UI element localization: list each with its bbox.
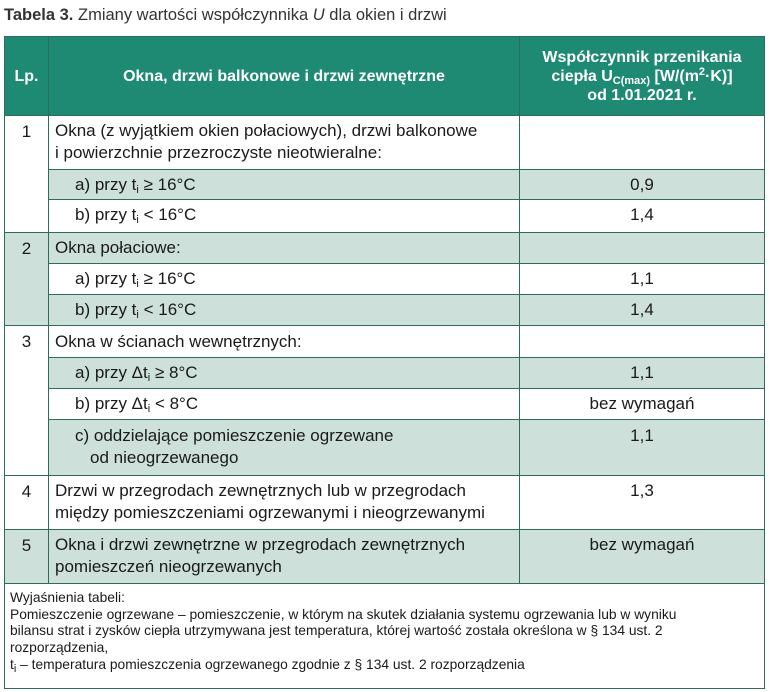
row-label: b) przy $t_i < 16^\circ C$ (75, 205, 197, 226)
caption-label: Tabela 3. (4, 6, 74, 24)
group-title: Okna w ścianach wewnętrznych: (55, 332, 302, 351)
row-value: 1,1 (630, 426, 654, 445)
row-value: 1,3 (630, 481, 654, 500)
table-notes: Wyjaśnienia tabeli: Pomieszczenie ogrzewane – pomieszczenie, w którym na skutek działania systemu ogrzewania lub w wyniku bilansu strat i zysków ciepła utrzymywana jest temperatura, której wartość została określona w § 134 ust. 2 rozporządzenia, $t_i$ – temperatura pomieszczenia ogrzewanego zgodnie z § 134 ust. 2 rozporządzenia (10, 590, 677, 675)
row-label: a) przy $t_i \ge 16^\circ C$ (75, 175, 196, 196)
row-value: 1,4 (630, 205, 654, 224)
table-caption (4, 4, 447, 26)
group-title: Okna i drzwi zewnętrzne w przegrodach zewnętrznych pomieszczeń nieogrzewanych (55, 535, 466, 576)
header-coefficient: Współczynnik przenikania ciepła $U_{C(max)}$ $[W/(m^2\cdot K)]$ od 1.01.2021 r. (520, 37, 764, 115)
row-label: a) przy $\Delta t_i \ge 8^\circ C$ (75, 363, 198, 384)
row-label: b) przy $\Delta t_i < 8^\circ C$ (75, 394, 199, 415)
row-number: 1 (21, 122, 32, 141)
u-value-table (4, 36, 765, 689)
row-value: 1,4 (630, 300, 654, 319)
row-label: a) przy $t_i \ge 16^\circ C$ (75, 269, 196, 290)
group-title: Okna (z wyjątkiem okien połaciowych), drzwi balkonowe i powierzchnie przezroczyste nieotwieralne: (55, 121, 478, 162)
caption-u-symbol: U (312, 6, 325, 24)
caption-text-end: dla okien i drzwi (329, 6, 447, 24)
row-number: 2 (21, 239, 32, 258)
row-value: bez wymagań (589, 394, 695, 413)
row-number: 3 (21, 332, 32, 351)
header-lp: Lp. (5, 37, 48, 115)
row-value: bez wymagań (589, 535, 695, 554)
row-value: 0,9 (630, 175, 654, 194)
group-title: Okna połaciowe: (55, 238, 181, 257)
caption-text: Zmiany wartości współczynnika (78, 6, 309, 24)
row-value: 1,1 (630, 363, 654, 382)
row-value: 1,1 (630, 269, 654, 288)
group-title: Drzwi w przegrodach zewnętrznych lub w przegrodach między pomieszczeniami ogrzewanymi i nieogrzewanymi (55, 481, 485, 522)
row-number: 5 (21, 536, 32, 555)
row-label: b) przy $t_i < 16^\circ C$ (75, 300, 197, 321)
row-label: c) oddzielające pomieszczenie ogrzewane od nieogrzewanego (75, 426, 394, 467)
header-description: Okna, drzwi balkonowe i drzwi zewnętrzne (49, 37, 519, 115)
row-number: 4 (21, 482, 32, 501)
